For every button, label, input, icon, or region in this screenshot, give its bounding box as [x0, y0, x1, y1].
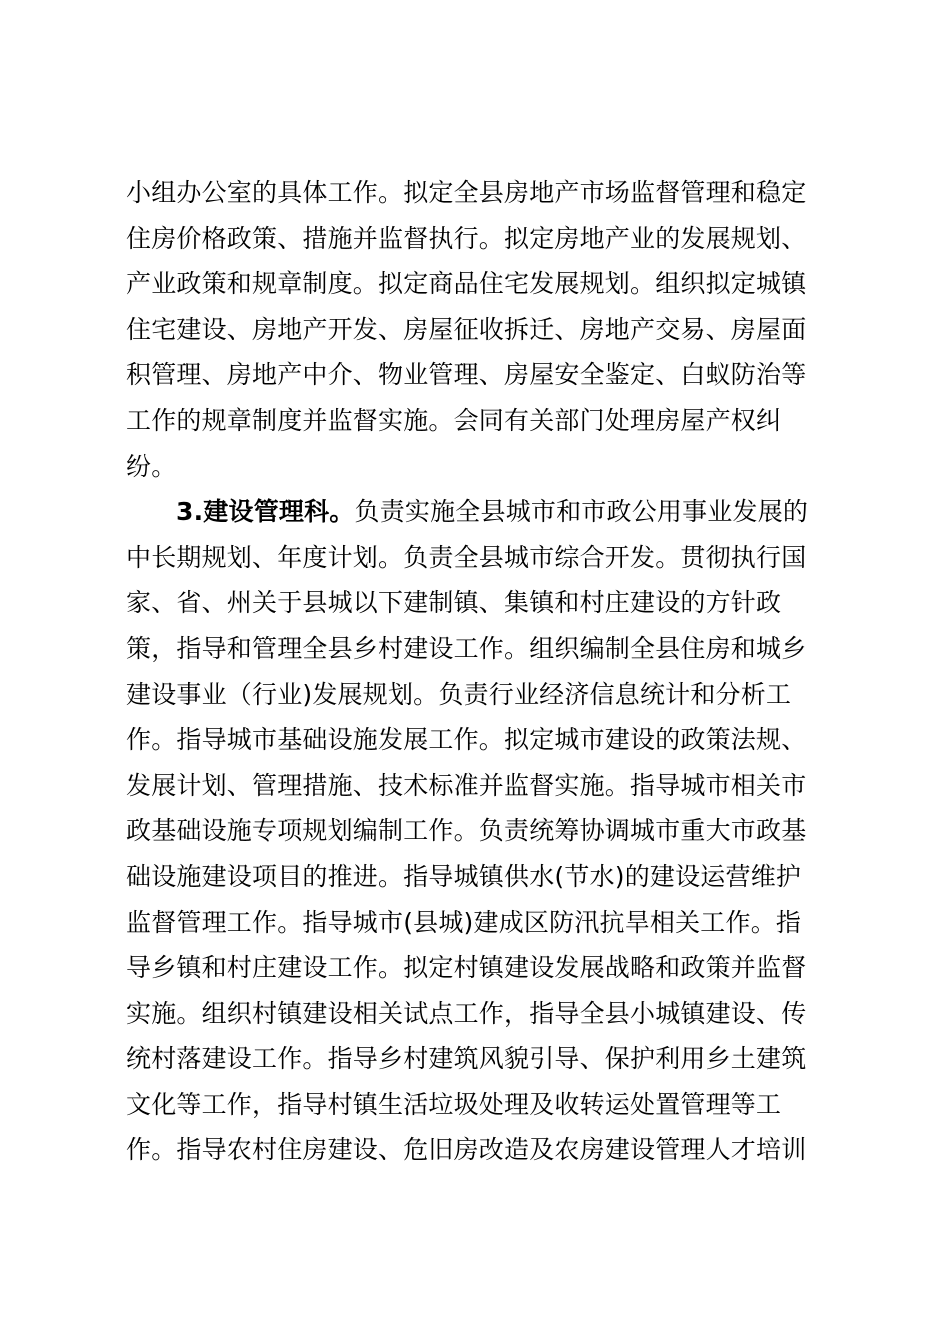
text-line: 建设事业（行业)发展规划。负责行业经济信息统计和分析工	[126, 679, 792, 709]
text-line: 积管理、房地产中介、物业管理、房屋安全鉴定、白蚁防治等	[126, 360, 807, 390]
text-line: 小组办公室的具体工作。拟定全县房地产市场监督管理和稳定	[126, 178, 807, 207]
paragraph-first-line	[126, 489, 826, 535]
paragraph-construction-management	[126, 489, 826, 1173]
text-line: 中长期规划、年度计划。负责全县城市综合开发。贯彻执行国	[126, 542, 807, 572]
paragraph-housing-market	[126, 170, 826, 489]
text-line: 住房价格政策、措施并监督执行。拟定房地产业的发展规划、	[126, 223, 807, 253]
text-line: 文化等工作，指导村镇生活垃圾处理及收转运处置管理等工	[126, 1089, 782, 1119]
text-line: 家、省、州关于县城以下建制镇、集镇和村庄建设的方针政	[126, 588, 782, 618]
text-line: 实施。组织村镇建设相关试点工作，指导全县小城镇建设、传	[126, 998, 807, 1028]
text-line: 产业政策和规章制度。拟定商品住宅发展规划。组织拟定城镇	[126, 269, 807, 299]
text-line: 础设施建设项目的推进。指导城镇供水(节水)的建设运营维护	[126, 861, 802, 891]
document-body	[126, 170, 826, 1173]
text-line: 监督管理工作。指导城市(县城)建成区防汛抗旱相关工作。指	[126, 907, 802, 937]
text-line: 统村落建设工作。指导乡村建筑风貌引导、保护利用乡土建筑	[126, 1044, 807, 1074]
text-line: 政基础设施专项规划编制工作。负责统筹协调城市重大市政基	[126, 816, 807, 846]
text-line: 住宅建设、房地产开发、房屋征收拆迁、房地产交易、房屋面	[126, 314, 807, 344]
text-line: 导乡镇和村庄建设工作。拟定村镇建设发展战略和政策并监督	[126, 953, 807, 983]
text-line: 作。指导农村住房建设、危旧房改造及农房建设管理人才培训	[126, 1135, 807, 1165]
text-line: 发展计划、管理措施、技术标准并监督实施。指导城市相关市	[126, 770, 807, 800]
text-run: 负责实施全县城市和市政公用事业发展的	[354, 497, 809, 527]
section-heading: 3.建设管理科。	[176, 497, 355, 527]
text-line: 作。指导城市基础设施发展工作。拟定城市建设的政策法规、	[126, 725, 807, 755]
text-line: 策，指导和管理全县乡村建设工作。组织编制全县住房和城乡	[126, 633, 807, 663]
text-line: 工作的规章制度并监督实施。会同有关部门处理房屋产权纠	[126, 405, 782, 435]
text-line: 纷。	[126, 451, 177, 481]
